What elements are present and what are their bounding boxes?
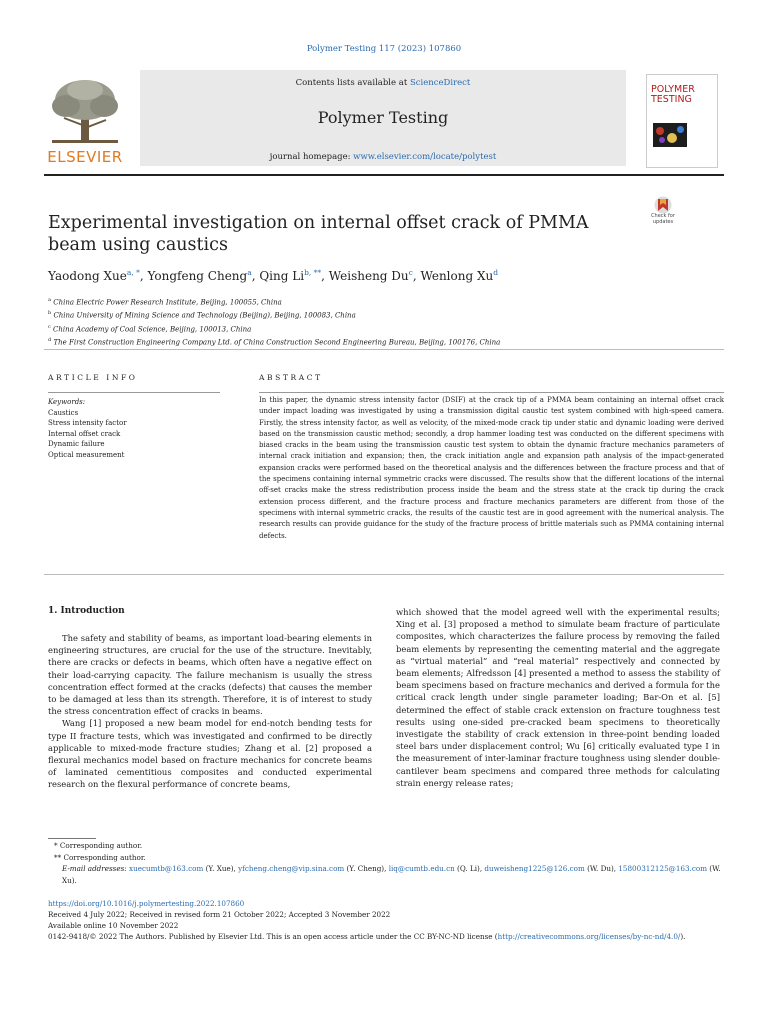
keyword-item[interactable]: Caustics [48, 408, 79, 417]
license-link[interactable]: http://creativecommons.org/licenses/by-nc-nd/4.0/ [497, 932, 681, 941]
email-owner: (Y. Xue), [203, 864, 239, 873]
keyword-item[interactable]: Stress intensity factor [48, 419, 127, 427]
check-for-updates-label: Check for updates [651, 213, 675, 225]
email-link[interactable]: 15800312125@163.com [618, 864, 708, 873]
tree-logo-icon [44, 76, 126, 148]
license-suffix: ). [680, 932, 686, 941]
license-statement [48, 931, 728, 942]
keywords-list [48, 397, 220, 460]
journal-cover-thumbnail[interactable] [646, 74, 718, 168]
email-owner: (W. Du), [584, 864, 619, 873]
journal-name: Polymer Testing [317, 108, 449, 127]
author-name[interactable]: Weisheng Du [328, 269, 409, 283]
license-prefix: 0142-9418/© 2022 The Authors. Published by Elsevier Ltd. This is an open access article under the CC BY-NC-ND license ( [48, 932, 498, 941]
abstract-heading: ABSTRACT [259, 373, 323, 382]
body-paragraph: The safety and stability of beams, as important load-bearing elements in engineering structures, are crucial for the use of the structure. Inevitably, there are cracks or defects in beams, which often have a negative effect on their load-carrying capacity. The failure mechanism is usually the stress concentration effect formed at the cracks (defects) that causes the member to be damaged at less than its strength. Therefore, it is of interest to study the stress concentration effect of cracks in beams. [48, 633, 372, 717]
footnote-divider [48, 838, 96, 839]
abstract-divider [259, 392, 724, 393]
bookmark-ribbon-icon [646, 196, 680, 214]
cover-title-line-1: POLYMER [651, 84, 695, 95]
affiliation-text: The First Construction Engineering Company Ltd. of China Construction Second Engineering Bureau, Beijing, 100176, China [53, 338, 501, 347]
affiliation-text: China Electric Power Research Institute, Beijing, 100055, China [53, 298, 282, 307]
homepage-line [140, 152, 626, 162]
affiliation-text: China Academy of Coal Science, Beijing, 100013, China [53, 324, 252, 333]
publisher-name: ELSEVIER [47, 148, 123, 166]
abstract-bottom-divider [44, 574, 724, 575]
footnotes [48, 840, 728, 886]
email-label: E-mail addresses: [62, 864, 127, 873]
cover-art-image [653, 123, 687, 147]
affiliation-item [48, 308, 708, 321]
email-owner: (W. Xu). [62, 864, 721, 885]
corresponding-author-note: ** Corresponding author. [54, 852, 146, 862]
affiliation-key: b [48, 310, 52, 317]
author-affiliation-marker[interactable]: d [493, 268, 499, 277]
email-owner: (Y. Cheng), [344, 864, 389, 873]
affiliation-item [48, 335, 708, 348]
email-link[interactable]: xuecumtb@163.com [129, 864, 204, 873]
abstract-body: In this paper, the dynamic stress intensity factor (DSIF) at the crack tip of a PMMA beam containing an internal offset crack under impact loading was investigated by using a transmission digital caustic test system combined with high-speed camera. Firstly, the stress intensity factor, as well as velocity, of the mixed-mode crack tip under static and dynamic loading were derived based on the transmission caustic method; secondly, a drop hammer loading test was conducted on the different specimens with biased cracks in the beam using the transmission caustic test system to obtain the dynamic fracture mechanics parameters of internal crack initiation and expansion; then, the crack initiation angle and expansion path analysis of the impact-generated expansion cracks were performed based on the theoretical analysis and the differences between the fracture process and that of the specimens containing internal symmetric cracks were discussed. The results show that the different locations of the internal off-set cracks make the stress redistribution process inside the beam and the stress state at the crack tip during the crack extension process different, and the fracture process and fracture mechanics parameters are different from those of the specimens with internal symmetric cracks, the results of the caustic test are in good agreement with the numerical analysis. The research results can provide guidance for the study of the fracture process of brittle materials such as PMMA containing internal defects. [259, 396, 724, 540]
body-column-right [396, 606, 720, 789]
author-affiliation-marker[interactable]: a [247, 268, 252, 277]
available-online-date: Available online 10 November 2022 [48, 921, 179, 930]
body-paragraph: Wang [1] proposed a new beam model for end-notch bending tests for type II fracture tests, which was investigated and confirmed to be directly applicable to mixed-mode fracture studies; Zhang et al. [2] proposed a flexural mechanics model based on fracture mechanics for concrete beams of laminated cementitious composites and conducted experimental research on the flexural performance of concrete beams, [48, 718, 372, 790]
article-info-divider [48, 392, 220, 393]
article-info-heading: ARTICLE INFO [48, 373, 138, 382]
affiliation-list [48, 295, 708, 348]
homepage-prefix: journal homepage: [269, 152, 354, 162]
affiliation-text: China University of Mining Science and Technology (Beijing), Beijing, 100083, China [53, 311, 356, 320]
body-paragraph: which showed that the model agreed well with the experimental results; Xing et al. [3] proposed a method to simulate beam fracture of particulate composites, which characterizes the failure process by removing the failed beam elements by representing the cementing material and the aggregate as “virtual material” and “real material” respectively and connected by beam elements; Alfredsson [4] presented a method to assess the stability of beam specimens based on fracture mechanics and derived a formula for the critical crack length under single parameter loading; Bar-On et al. [5] determined the effect of stable crack extension on fracture toughness test results using one-sided pre-cracked beam specimens to theoretically investigate the stability of crack extension in three-point bending loaded steel bars under displacement control; Wu [6] critically evaluated type I in the measurement of inter-laminar fracture toughness using slender double-cantilever beam specimens and compared three methods for calculating strain energy release rates; [396, 607, 720, 788]
received-dates: Received 4 July 2022; Received in revised form 21 October 2022; Accepted 3 November 2022 [48, 910, 391, 919]
contents-line [140, 78, 626, 88]
affiliation-key: a [48, 297, 51, 303]
article-title: Experimental investigation on internal offset crack of PMMA beam using caustics [48, 213, 589, 255]
cover-title-line-2: TESTING [651, 94, 692, 105]
sciencedirect-link[interactable]: ScienceDirect [409, 78, 471, 88]
check-for-updates-badge[interactable] [646, 196, 680, 232]
homepage-link[interactable]: www.elsevier.com/locate/polytest [353, 152, 497, 162]
email-link[interactable]: duweisheng1225@126.com [484, 864, 585, 873]
body-column-left [48, 632, 372, 791]
journal-citation[interactable]: Polymer Testing 117 (2023) 107860 [306, 44, 462, 54]
keyword-item[interactable]: Internal offset crack [48, 429, 121, 438]
affiliation-key: d [48, 336, 52, 343]
author-name[interactable]: Yongfeng Cheng [147, 269, 248, 283]
author-affiliation-marker[interactable]: c [408, 268, 413, 277]
email-link[interactable]: liq@cumtb.edu.cn [388, 864, 455, 873]
author-name[interactable]: Qing Li [259, 269, 305, 283]
email-owner: (Q. Li), [454, 864, 485, 873]
author-affiliation-marker[interactable]: a, * [126, 268, 140, 277]
publication-info [48, 898, 728, 942]
corresponding-author-note: * Corresponding author. [54, 841, 143, 850]
contents-prefix: Contents lists available at [295, 78, 410, 88]
affiliation-key: c [48, 323, 51, 330]
author-name[interactable]: Yaodong Xue [48, 269, 127, 283]
header-divider [44, 174, 724, 176]
affiliation-divider [44, 349, 724, 350]
author-list: Yaodong Xue$^{a, *}$, Yongfeng Cheng$^a$, Qing $Li^{b, **}$, Weisheng Du$^c$, Wenlong Xu$^d$ [48, 268, 499, 283]
affiliation-item [48, 295, 708, 308]
email-addresses [48, 863, 728, 886]
publisher-logo[interactable] [44, 76, 126, 166]
keyword-item[interactable]: Optical measurement [48, 450, 125, 459]
affiliation-item [48, 322, 708, 335]
cover-title [651, 85, 713, 105]
author-name[interactable]: Wenlong Xu [420, 269, 494, 283]
email-link[interactable]: yfcheng.cheng@vip.sina.com [238, 864, 345, 873]
keywords-label: Keywords: [48, 398, 86, 406]
journal-header-band [140, 70, 626, 166]
author-affiliation-marker[interactable]: b, ** [304, 268, 322, 277]
keyword-item[interactable]: Dynamic failure [48, 440, 105, 448]
doi-link[interactable]: https://doi.org/10.1016/j.polymertesting.2022.107860 [48, 899, 245, 908]
section-heading-introduction: 1. Introduction [48, 606, 125, 616]
